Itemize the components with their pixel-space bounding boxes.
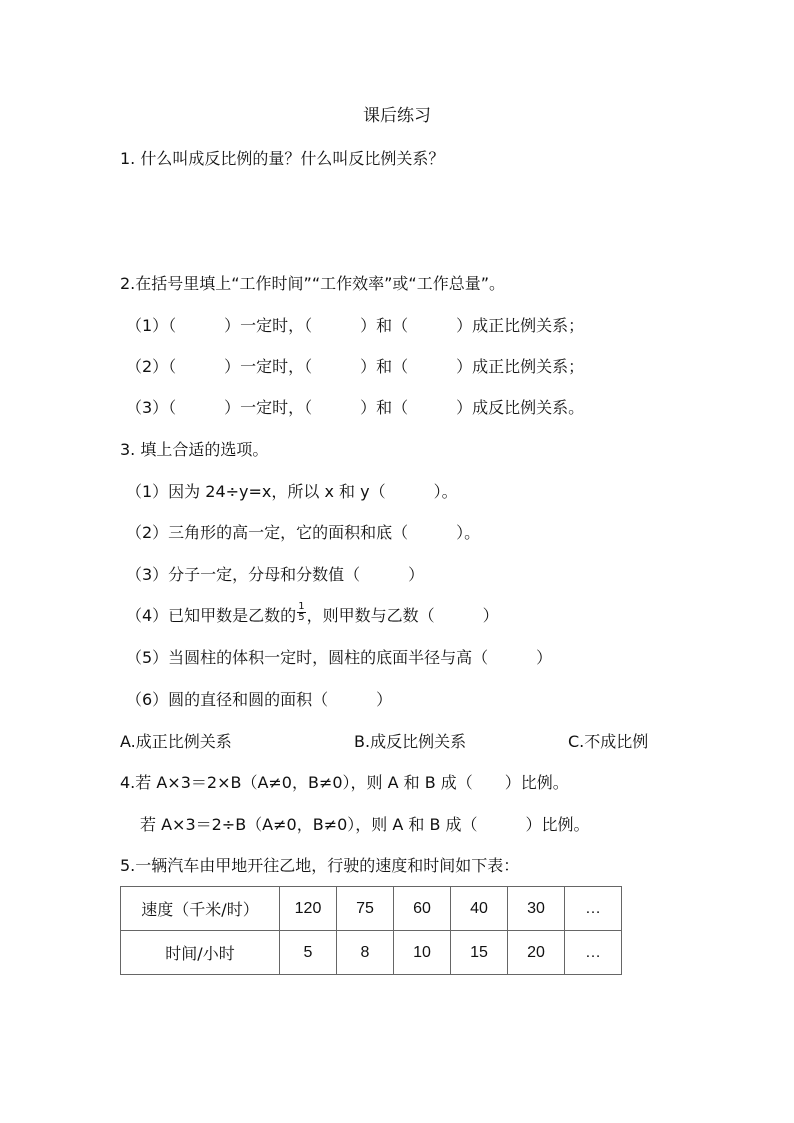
table-cell: 120 [280, 887, 337, 931]
fraction-numerator: 1 [298, 601, 305, 612]
row-header-speed: 速度（千米/时） [121, 887, 280, 931]
question-4-line-1: 4.若 A×3＝2×B（A≠0，B≠0），则 A 和 B 成（ ）比例。 [120, 773, 569, 792]
page-title: 课后练习 [363, 106, 431, 126]
question-4-line-2: 若 A×3＝2÷B（A≠0，B≠0），则 A 和 B 成（ ）比例。 [140, 815, 590, 834]
question-2: 2.在括号里填上“工作时间”“工作效率”或“工作总量”。 [120, 274, 506, 293]
table-cell: 30 [508, 887, 565, 931]
question-3-item-5: （5）当圆柱的体积一定时，圆柱的底面半径与高（ ） [126, 648, 553, 667]
fraction-one-fifth [297, 602, 305, 623]
table-cell: 40 [451, 887, 508, 931]
table-cell: 20 [508, 931, 565, 975]
question-3-item-1: （1）因为 24÷y=x，所以 x 和 y（ ）。 [126, 482, 458, 501]
table-row [121, 931, 622, 975]
option-a: A.成正比例关系 [120, 732, 232, 751]
question-3-item-6: （6）圆的直径和圆的面积（ ） [126, 690, 393, 709]
item-4-text-before: （4）已知甲数是乙数的 [126, 606, 297, 625]
question-1: 1. 什么叫成反比例的量？什么叫反比例关系？ [120, 149, 445, 168]
table-cell: 60 [394, 887, 451, 931]
question-2-item-2: （2）（ ）一定时，（ ）和（ ）成正比例关系； [126, 357, 585, 376]
question-3-item-4 [126, 601, 499, 627]
table-cell: 75 [337, 887, 394, 931]
table-cell: … [565, 887, 622, 931]
item-4-text-after: ，则甲数与乙数（ ） [306, 606, 499, 625]
table-cell: … [565, 931, 622, 975]
row-header-time: 时间/小时 [121, 931, 280, 975]
option-c: C.不成比例 [568, 732, 649, 751]
table-cell: 5 [280, 931, 337, 975]
table-cell: 8 [337, 931, 394, 975]
question-3: 3. 填上合适的选项。 [120, 440, 269, 459]
table-row [121, 887, 622, 931]
option-b: B.成反比例关系 [354, 732, 467, 751]
fraction-denominator: 5 [298, 612, 305, 623]
table-cell: 10 [394, 931, 451, 975]
question-3-item-3: （3）分子一定，分母和分数值（ ） [126, 565, 425, 584]
question-5: 5.一辆汽车由甲地开往乙地，行驶的速度和时间如下表： [120, 856, 520, 875]
question-2-item-1: （1）（ ）一定时，（ ）和（ ）成正比例关系； [126, 316, 585, 335]
question-2-item-3: （3）（ ）一定时，（ ）和（ ）成反比例关系。 [126, 398, 585, 417]
speed-time-table [120, 886, 622, 975]
table-cell: 15 [451, 931, 508, 975]
question-3-item-2: （2）三角形的高一定，它的面积和底（ ）。 [126, 523, 481, 542]
